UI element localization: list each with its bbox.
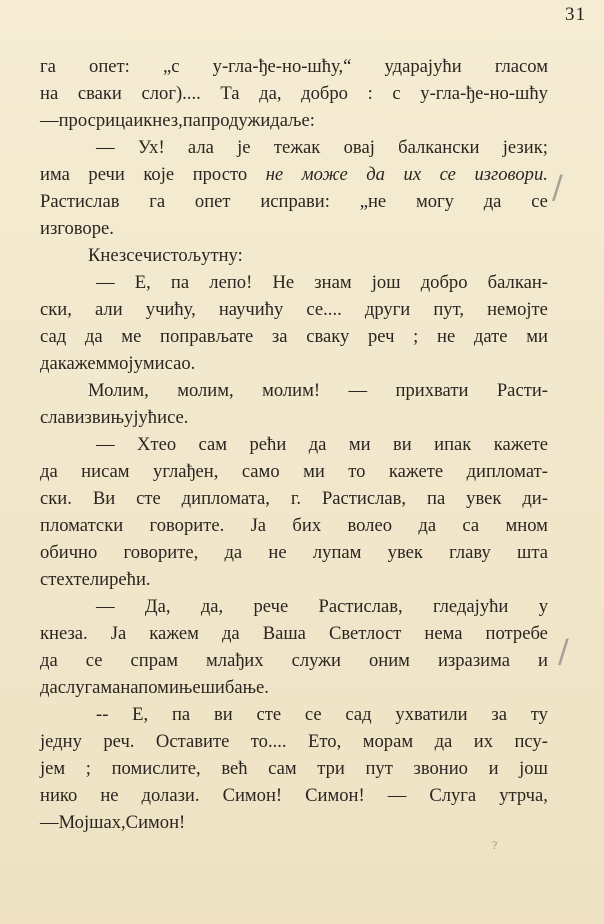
word: може bbox=[301, 164, 348, 185]
word: овај bbox=[343, 137, 375, 158]
word: „не bbox=[359, 191, 387, 212]
word: једну bbox=[40, 731, 82, 752]
word: ски. bbox=[40, 488, 72, 509]
word: служи bbox=[291, 650, 341, 671]
word: „с bbox=[163, 56, 180, 77]
text-line bbox=[40, 404, 548, 431]
word: увек bbox=[466, 488, 502, 509]
word: моју bbox=[107, 353, 143, 374]
text-line bbox=[40, 80, 548, 107]
word: то.... bbox=[250, 731, 287, 752]
word: је bbox=[237, 137, 251, 158]
word: могу bbox=[415, 191, 454, 212]
word: знам bbox=[314, 272, 352, 293]
word: — bbox=[348, 380, 368, 401]
word: сам bbox=[268, 758, 297, 779]
word: Ваша bbox=[262, 623, 306, 644]
word: Растислав bbox=[40, 191, 120, 212]
word: које bbox=[143, 164, 175, 185]
word: сте bbox=[40, 569, 65, 590]
word: се bbox=[126, 245, 143, 266]
word: Е, bbox=[134, 272, 151, 293]
word: их bbox=[473, 731, 493, 752]
word: ви bbox=[213, 704, 233, 725]
word: да bbox=[40, 677, 58, 698]
word: не bbox=[437, 326, 456, 347]
word: три bbox=[317, 758, 345, 779]
word: Кнез bbox=[88, 245, 127, 266]
text-line bbox=[40, 350, 548, 377]
word: па bbox=[170, 272, 190, 293]
word: учићу, bbox=[145, 299, 196, 320]
word: главу bbox=[449, 542, 491, 563]
word: — bbox=[96, 137, 115, 158]
word: волео bbox=[347, 515, 393, 536]
word: љутну: bbox=[187, 245, 243, 266]
word: научићу bbox=[218, 299, 284, 320]
word: хтели bbox=[64, 569, 110, 590]
word: Ја bbox=[250, 515, 267, 536]
word: шта bbox=[517, 542, 548, 563]
word: Симон! bbox=[125, 812, 186, 833]
word: слог).... bbox=[141, 83, 201, 104]
word: даље: bbox=[270, 110, 315, 131]
word: да bbox=[366, 164, 385, 185]
word: с bbox=[392, 83, 401, 104]
word: има bbox=[40, 164, 70, 185]
word: тежак bbox=[273, 137, 321, 158]
word: ми bbox=[303, 461, 325, 482]
word: сте bbox=[136, 488, 161, 509]
word: — bbox=[96, 596, 115, 617]
word: сваку bbox=[306, 326, 350, 347]
word: Е, bbox=[132, 704, 149, 725]
text-line bbox=[40, 107, 548, 134]
word: у-гла-ђе-но-шћу,“ bbox=[212, 56, 352, 77]
word: опет: bbox=[89, 56, 130, 77]
text-line bbox=[40, 188, 548, 215]
text-line bbox=[40, 134, 548, 161]
word: рећи bbox=[249, 434, 287, 455]
word: да bbox=[84, 326, 103, 347]
word: ми bbox=[526, 326, 548, 347]
text-line bbox=[40, 566, 548, 593]
word: изговоре. bbox=[40, 218, 114, 239]
word: се. bbox=[167, 407, 189, 428]
word: продужи bbox=[200, 110, 271, 131]
word: чисто bbox=[142, 245, 188, 266]
word: да bbox=[221, 623, 240, 644]
word: псу- bbox=[514, 731, 548, 752]
word: Не bbox=[272, 272, 295, 293]
text-line bbox=[40, 809, 548, 836]
word: па bbox=[427, 488, 446, 509]
word: бих bbox=[292, 515, 322, 536]
word: нисам bbox=[81, 461, 130, 482]
word: ди- bbox=[522, 488, 548, 509]
word: молим, bbox=[177, 380, 234, 401]
word: реч bbox=[368, 326, 395, 347]
text-line bbox=[40, 377, 548, 404]
word: кажете bbox=[388, 461, 444, 482]
word: Ви bbox=[92, 488, 116, 509]
word: слав bbox=[40, 407, 75, 428]
text-line bbox=[40, 539, 548, 566]
word: Та bbox=[220, 83, 240, 104]
word: да bbox=[40, 353, 58, 374]
word: нико bbox=[40, 785, 78, 806]
text-line bbox=[40, 53, 548, 80]
word: Симон! bbox=[305, 785, 365, 806]
word: га bbox=[149, 191, 166, 212]
text-line bbox=[40, 431, 548, 458]
word: рећи. bbox=[109, 569, 151, 590]
word: изговори. bbox=[474, 164, 548, 185]
word: звонио bbox=[413, 758, 468, 779]
text-line bbox=[40, 161, 548, 188]
word: мисао. bbox=[142, 353, 196, 374]
word: немојте bbox=[487, 299, 548, 320]
word: их bbox=[403, 164, 422, 185]
word: Слуга bbox=[429, 785, 477, 806]
word: -- bbox=[96, 704, 109, 725]
word: добро bbox=[301, 83, 348, 104]
word: се.... bbox=[306, 299, 342, 320]
word: да bbox=[224, 542, 243, 563]
word: долази. bbox=[141, 785, 200, 806]
word: још bbox=[371, 272, 401, 293]
word: Мој bbox=[58, 812, 90, 833]
word: исправи: bbox=[260, 191, 330, 212]
word: али bbox=[95, 299, 123, 320]
word: језик; bbox=[502, 137, 548, 158]
word: да, bbox=[259, 83, 282, 104]
text-line bbox=[40, 458, 548, 485]
word: пут, bbox=[433, 299, 464, 320]
word: Расти- bbox=[496, 380, 548, 401]
word: сад bbox=[40, 326, 67, 347]
text-line bbox=[40, 296, 548, 323]
word: гледајући bbox=[432, 596, 509, 617]
word: кнез, bbox=[143, 110, 183, 131]
word: г. bbox=[290, 488, 302, 509]
word: Ето, bbox=[308, 731, 342, 752]
word: увек bbox=[387, 542, 423, 563]
word: — bbox=[96, 272, 115, 293]
word: Оставите bbox=[155, 731, 230, 752]
word: се bbox=[439, 164, 456, 185]
text-line bbox=[40, 215, 548, 242]
word: да bbox=[434, 731, 453, 752]
margin-pencil-mark: ∕ bbox=[558, 632, 569, 670]
text-line bbox=[40, 674, 548, 701]
word: Хтео bbox=[137, 434, 177, 455]
text-line bbox=[40, 242, 548, 269]
word: помислите, bbox=[111, 758, 201, 779]
word: Да, bbox=[144, 596, 171, 617]
word: шибање. bbox=[200, 677, 269, 698]
word: Светлост bbox=[328, 623, 402, 644]
word: се bbox=[531, 191, 548, 212]
word: морам bbox=[362, 731, 414, 752]
word: Молим, bbox=[88, 380, 149, 401]
word: за bbox=[271, 326, 288, 347]
word: балкански bbox=[398, 137, 480, 158]
word: дате bbox=[473, 326, 508, 347]
word: и bbox=[488, 758, 499, 779]
word: — bbox=[40, 110, 59, 131]
word: сте bbox=[256, 704, 282, 725]
footer-mark: ? bbox=[492, 838, 498, 852]
word: — bbox=[387, 785, 407, 806]
word: ухватили bbox=[395, 704, 468, 725]
word: — bbox=[40, 812, 59, 833]
word: па bbox=[182, 110, 201, 131]
word: не bbox=[100, 785, 119, 806]
word: други bbox=[364, 299, 411, 320]
word: ударајући bbox=[384, 56, 462, 77]
text-line bbox=[40, 269, 548, 296]
word: да bbox=[418, 515, 437, 536]
word: ту bbox=[530, 704, 548, 725]
word: се bbox=[85, 650, 103, 671]
word: се bbox=[304, 704, 322, 725]
word: Ја bbox=[110, 623, 127, 644]
word: ви bbox=[392, 434, 412, 455]
word: — bbox=[96, 434, 115, 455]
word: Растислав, bbox=[321, 488, 407, 509]
word: обично bbox=[40, 542, 98, 563]
word: сваки bbox=[77, 83, 122, 104]
word: шах, bbox=[89, 812, 126, 833]
word: извињујући bbox=[74, 407, 168, 428]
word: дипломата, bbox=[181, 488, 270, 509]
word: кажем bbox=[149, 623, 199, 644]
text-line bbox=[40, 485, 548, 512]
word: опет bbox=[194, 191, 231, 212]
word: већ bbox=[221, 758, 248, 779]
word: кажете bbox=[493, 434, 548, 455]
text-line bbox=[40, 728, 548, 755]
word: нема bbox=[424, 623, 463, 644]
word: лупам bbox=[312, 542, 362, 563]
word: Растислав, bbox=[318, 596, 403, 617]
word: молим! bbox=[262, 380, 321, 401]
word: на bbox=[40, 83, 59, 104]
word: сам bbox=[198, 434, 228, 455]
word: балкан- bbox=[487, 272, 548, 293]
word: говорите, bbox=[123, 542, 199, 563]
word: утрча, bbox=[499, 785, 548, 806]
word: млађих bbox=[206, 650, 264, 671]
text-line bbox=[40, 701, 548, 728]
word: ми bbox=[348, 434, 371, 455]
word: кажем bbox=[57, 353, 108, 374]
word: ; bbox=[413, 326, 419, 347]
word: лепо! bbox=[209, 272, 253, 293]
word: просто bbox=[192, 164, 248, 185]
word: не bbox=[265, 164, 284, 185]
word: да, bbox=[200, 596, 224, 617]
word: добро bbox=[420, 272, 468, 293]
text-line bbox=[40, 512, 548, 539]
word: ипак bbox=[434, 434, 472, 455]
word: говорите. bbox=[149, 515, 225, 536]
word: јем bbox=[40, 758, 66, 779]
word: не bbox=[268, 542, 287, 563]
word: пломатски bbox=[40, 515, 124, 536]
word: да bbox=[40, 650, 58, 671]
text-line bbox=[40, 323, 548, 350]
word: речи bbox=[88, 164, 125, 185]
word: да bbox=[483, 191, 502, 212]
word: само bbox=[241, 461, 280, 482]
text-line bbox=[40, 620, 548, 647]
word: то bbox=[348, 461, 366, 482]
word: ски, bbox=[40, 299, 72, 320]
word: прихвати bbox=[395, 380, 469, 401]
text-line bbox=[40, 593, 548, 620]
page-number: 31 bbox=[565, 4, 586, 25]
body-text bbox=[40, 53, 548, 836]
word: гласом bbox=[494, 56, 548, 77]
word: слугама bbox=[57, 677, 121, 698]
word: Симон! bbox=[222, 785, 283, 806]
word: ; bbox=[85, 758, 91, 779]
word: и bbox=[133, 110, 144, 131]
word: да bbox=[308, 434, 327, 455]
word: ме bbox=[121, 326, 142, 347]
word: Ух! bbox=[137, 137, 165, 158]
word: просрица bbox=[58, 110, 134, 131]
word: мном bbox=[505, 515, 548, 536]
word: реч. bbox=[103, 731, 135, 752]
word: напомиње bbox=[120, 677, 201, 698]
word: још bbox=[519, 758, 548, 779]
word: кнеза. bbox=[40, 623, 88, 644]
margin-pencil-mark: ∕ bbox=[552, 168, 563, 206]
word: рече bbox=[253, 596, 289, 617]
word: пут bbox=[365, 758, 393, 779]
word: : bbox=[367, 83, 373, 104]
word: дипломат- bbox=[466, 461, 548, 482]
text-line bbox=[40, 782, 548, 809]
word: и bbox=[538, 650, 548, 671]
word: поправљате bbox=[160, 326, 254, 347]
word: изразима bbox=[437, 650, 511, 671]
word: за bbox=[491, 704, 508, 725]
word: спрам bbox=[130, 650, 179, 671]
word: са bbox=[462, 515, 480, 536]
word: оним bbox=[368, 650, 410, 671]
word: да bbox=[40, 461, 58, 482]
word: сад bbox=[345, 704, 372, 725]
word: ала bbox=[187, 137, 214, 158]
word: у bbox=[538, 596, 548, 617]
word: у-гла-ђе-но-шћу bbox=[420, 83, 548, 104]
text-line bbox=[40, 647, 548, 674]
text-line bbox=[40, 755, 548, 782]
word: углађен, bbox=[153, 461, 219, 482]
word: па bbox=[171, 704, 191, 725]
word: га bbox=[40, 56, 56, 77]
word: потребе bbox=[485, 623, 548, 644]
